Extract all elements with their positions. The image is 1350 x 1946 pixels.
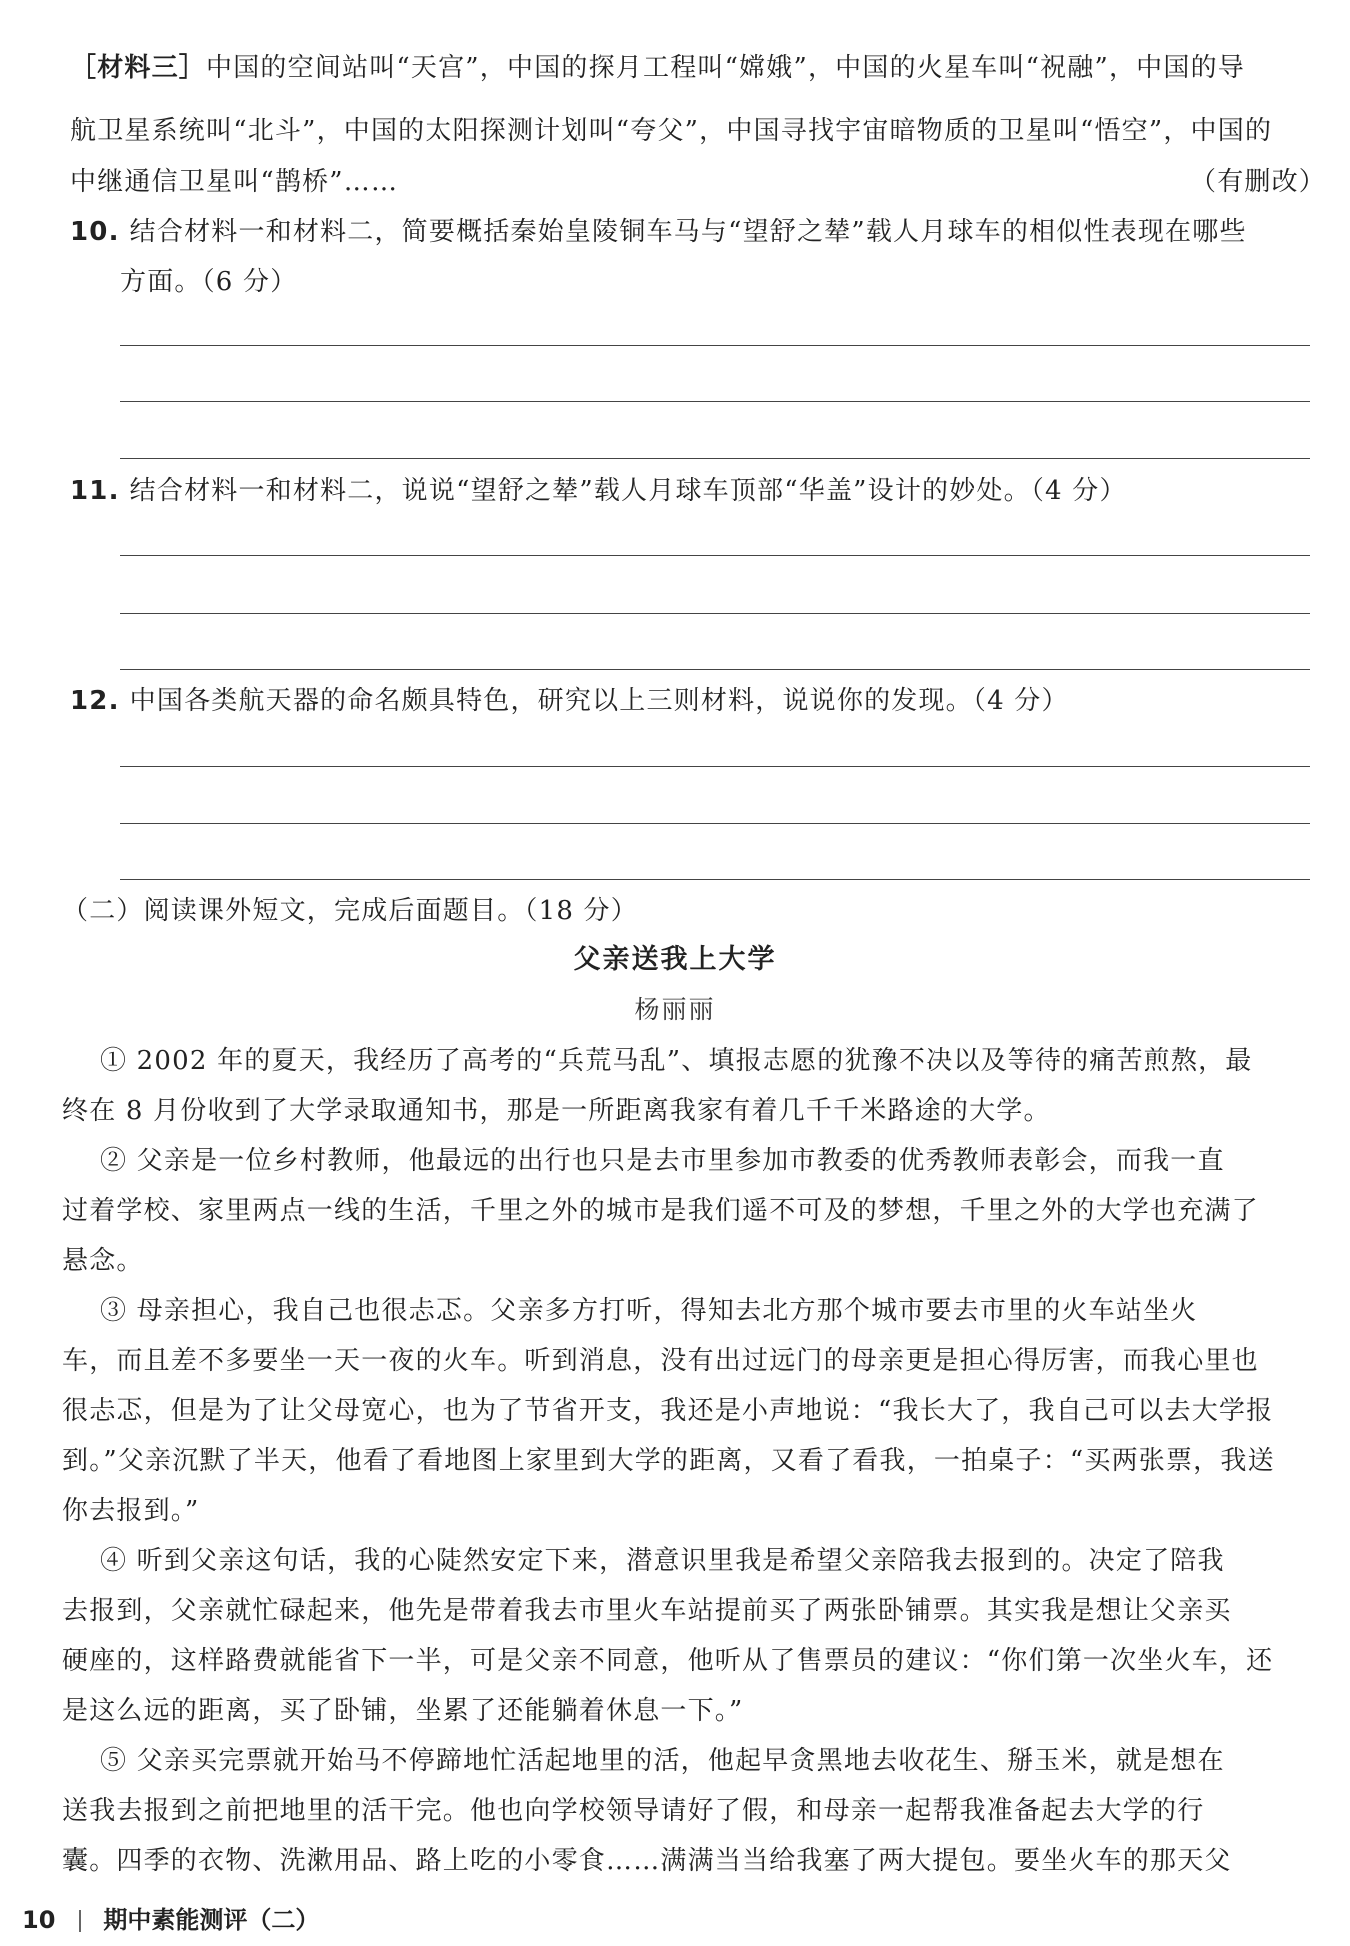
answer-line[interactable] [120, 613, 1310, 614]
answer-line[interactable] [120, 401, 1310, 402]
answer-line[interactable] [120, 823, 1310, 824]
question-number: 10. [70, 217, 120, 247]
paragraph-line: ② 父亲是一位乡村教师，他最远的出行也只是去市里参加市教委的优秀教师表彰会，而我一直 [100, 1146, 1225, 1176]
material3-line-1: ［材料三］中国的空间站叫“天宫”，中国的探月工程叫“嫦娥”，中国的火星车叫“祝融”，中国的导 [70, 53, 1245, 83]
paragraph-line: 悬念。 [62, 1246, 144, 1276]
page-number: 10 [22, 1906, 56, 1934]
paragraph-line: 去报到，父亲就忙碌起来，他先是带着我去市里火车站提前买了两张卧铺票。其实我是想让父亲买 [62, 1596, 1232, 1626]
source-note: （有删改） [1190, 167, 1327, 197]
paragraph-line: ③ 母亲担心，我自己也很忐忑。父亲多方打听，得知去北方那个城市要去市里的火车站坐火 [100, 1296, 1198, 1326]
paragraph-line: ⑤ 父亲买完票就开始马不停蹄地忙活起地里的活，他起早贪黑地去收花生、掰玉米，就是想在 [100, 1746, 1225, 1776]
paragraph-line: 到。”父亲沉默了半天，他看了看地图上家里到大学的距离，又看了看我，一拍桌子：“买两张票，我送 [62, 1446, 1275, 1476]
paragraph-line: 送我去报到之前把地里的活干完。他也向学校领导请好了假，和母亲一起帮我准备起去大学的行 [62, 1796, 1205, 1826]
question-10-line-2: 方面。（6 分） [120, 267, 298, 297]
material3-line-2: 航卫星系统叫“北斗”，中国的太阳探测计划叫“夸父”，中国寻找宇宙暗物质的卫星叫“悟空”，中国的 [70, 116, 1273, 146]
answer-line[interactable] [120, 669, 1310, 670]
question-12-line-1: 12. 中国各类航天器的命名颇具特色，研究以上三则材料，说说你的发现。（4 分） [70, 686, 1069, 716]
material3-line-3: 中继通信卫星叫“鹊桥”…… [70, 167, 399, 197]
paragraph-line: 是这么远的距离，买了卧铺，坐累了还能躺着休息一下。” [62, 1696, 744, 1726]
answer-line[interactable] [120, 555, 1310, 556]
article-title: 父亲送我上大学 [573, 944, 777, 975]
material3-tag: ［材料三］ [70, 53, 207, 83]
paragraph-line: 车，而且差不多要坐一天一夜的火车。听到消息，没有出过远门的母亲更是担心得厉害，而我心里也 [62, 1346, 1259, 1376]
page-footer [22, 1905, 319, 1935]
question-number: 12. [70, 686, 120, 716]
paragraph-line: 很忐忑，但是为了让父母宽心，也为了节省开支，我还是小声地说：“我长大了，我自己可以去大学报 [62, 1396, 1274, 1426]
paragraph-line: 囊。四季的衣物、洗漱用品、路上吃的小零食……满满当当给我塞了两大提包。要坐火车的那天父 [62, 1846, 1232, 1876]
answer-line[interactable] [120, 345, 1310, 346]
article-author: 杨丽丽 [634, 995, 716, 1024]
question-10-line-1: 10. 结合材料一和材料二，简要概括秦始皇陵铜车马与“望舒之辇”载人月球车的相似性表现在哪些 [70, 217, 1247, 247]
footer-title: 期中素能测评（二） [103, 1906, 320, 1934]
paragraph-line: 硬座的，这样路费就能省下一半，可是父亲不同意，他听从了售票员的建议：“你们第一次坐火车，还 [62, 1646, 1274, 1676]
answer-line[interactable] [120, 766, 1310, 767]
question-number: 11. [70, 476, 120, 506]
paragraph-line: ① 2002 年的夏天，我经历了高考的“兵荒马乱”、填报志愿的犹豫不决以及等待的痛苦煎熬，最 [100, 1046, 1253, 1076]
question-11-line-1: 11. 结合材料一和材料二，说说“望舒之辇”载人月球车顶部“华盖”设计的妙处。（4 分） [70, 476, 1127, 506]
paragraph-line: 你去报到。” [62, 1496, 200, 1526]
paragraph-line: ④ 听到父亲这句话，我的心陡然安定下来，潜意识里我是希望父亲陪我去报到的。决定了陪我 [100, 1546, 1225, 1576]
section-heading: （二）阅读课外短文，完成后面题目。（18 分） [62, 896, 638, 926]
answer-line[interactable] [120, 458, 1310, 459]
footer-divider [79, 1910, 81, 1932]
paragraph-line: 过着学校、家里两点一线的生活，千里之外的城市是我们遥不可及的梦想，千里之外的大学也充满了 [62, 1196, 1259, 1226]
paragraph-line: 终在 8 月份收到了大学录取通知书，那是一所距离我家有着几千千米路途的大学。 [62, 1096, 1051, 1126]
answer-line[interactable] [120, 879, 1310, 880]
